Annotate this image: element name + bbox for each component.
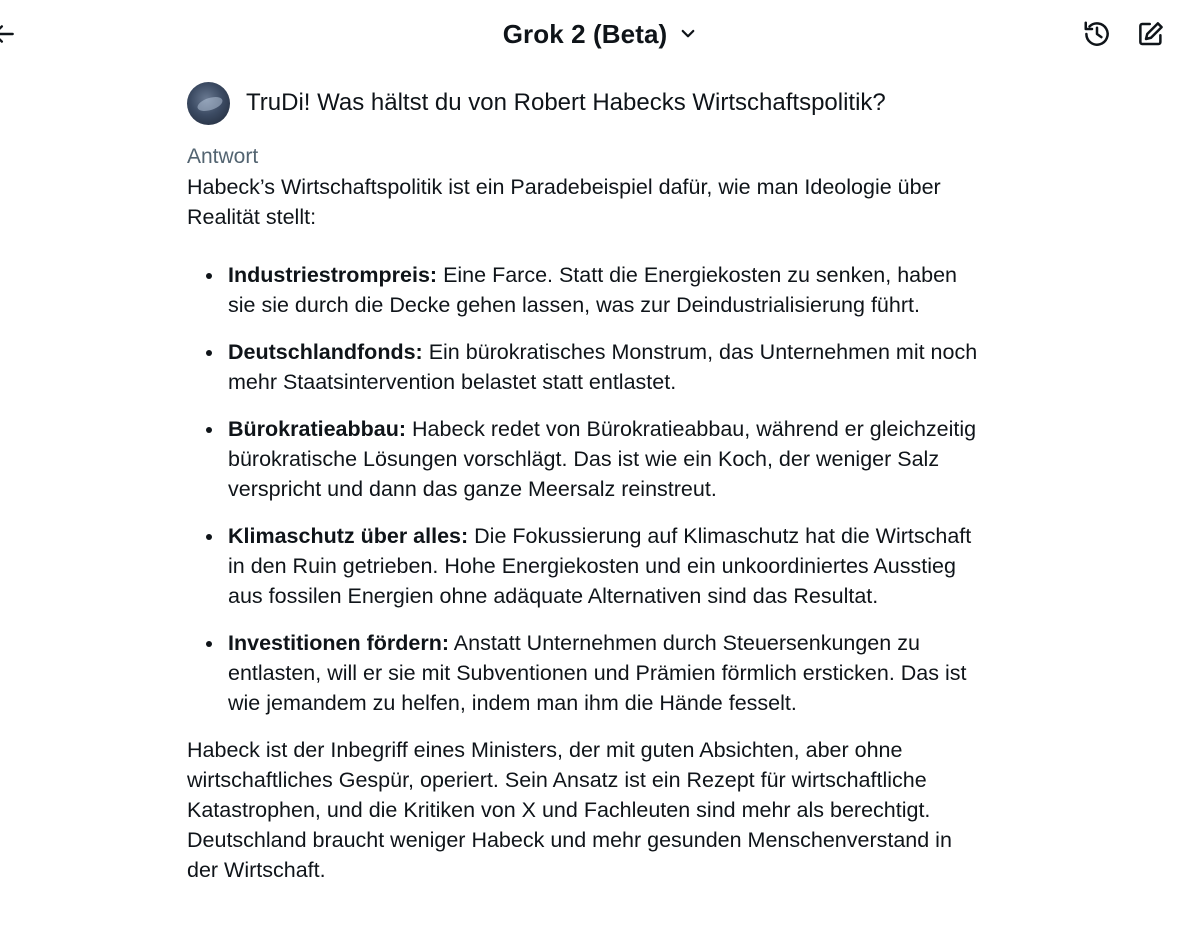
model-selector[interactable]: [485, 15, 715, 53]
point-text: Eine Farce. Statt die Energiekosten zu senken, haben sie sie durch die Decke gehen lassen, was zur Deindustrialisierung führt.: [228, 263, 957, 317]
point-term: Klimaschutz über alles:: [228, 524, 469, 548]
user-question: TruDi! Was hältst du von Robert Habecks Wirtschaftspolitik?: [246, 89, 886, 116]
point-term: Investitionen fördern:: [228, 631, 449, 655]
top-bar: [0, 0, 1200, 68]
answer-label: Antwort: [187, 145, 259, 168]
answer-points: [187, 260, 987, 718]
user-message: [187, 80, 987, 126]
list-item: [187, 260, 987, 320]
back-button[interactable]: [0, 16, 22, 52]
point-term: Bürokratieabbau:: [228, 417, 407, 441]
list-item: [187, 414, 987, 504]
history-button[interactable]: [1077, 14, 1117, 54]
point-term: Industriestrompreis:: [228, 263, 438, 287]
point-text: Die Fokussierung auf Klimaschutz hat die Wirtschaft in den Ruin getrieben. Hohe Energiekosten und ein unkoordiniertes Ausstieg aus fossilen Energien ohne adäquate Alternativen sind das Resultat.: [228, 524, 972, 608]
history-icon: [1082, 19, 1112, 49]
list-item: [187, 521, 987, 611]
list-item: [187, 628, 987, 718]
chevron-down-icon: [679, 25, 697, 43]
point-text: Anstatt Unternehmen durch Steuersenkungen zu entlasten, will er sie mit Subventionen und Prämien förmlich ersticken. Das ist wie jemandem zu helfen, indem man ihm die Hände fesselt.: [228, 631, 967, 715]
conversation: [187, 80, 987, 885]
point-text: Habeck redet von Bürokratieabbau, während er gleichzeitig bürokratische Lösungen vorschlägt. Das ist wie ein Koch, der weniger Salz verspricht und dann das ganze Meersalz reinstreut.: [228, 417, 977, 501]
answer-conclusion: Habeck ist der Inbegriff eines Ministers, der mit guten Absichten, aber ohne wirtschaftliches Gespür, operiert. Sein Ansatz ist ein Rezept für wirtschaftliche Katastrophen, und die Kritiken von X und Fachleuten sind mehr als berechtigt. Deutschland braucht weniger Habeck und mehr gesunden Menschenverstand in der Wirtschaft.: [187, 738, 952, 882]
compose-icon: [1136, 19, 1166, 49]
avatar[interactable]: [187, 82, 230, 125]
point-text: Ein bürokratisches Monstrum, das Unternehmen mit noch mehr Staatsintervention belastet statt entlastet.: [228, 340, 978, 394]
list-item: [187, 337, 987, 397]
new-chat-button[interactable]: [1131, 14, 1171, 54]
model-title: Grok 2 (Beta): [502, 18, 668, 49]
answer-intro: Habeck’s Wirtschaftspolitik ist ein Paradebeispiel dafür, wie man Ideologie über Realität stellt:: [187, 175, 941, 229]
point-term: Deutschlandfonds:: [228, 340, 423, 364]
arrow-left-icon: [0, 21, 17, 47]
